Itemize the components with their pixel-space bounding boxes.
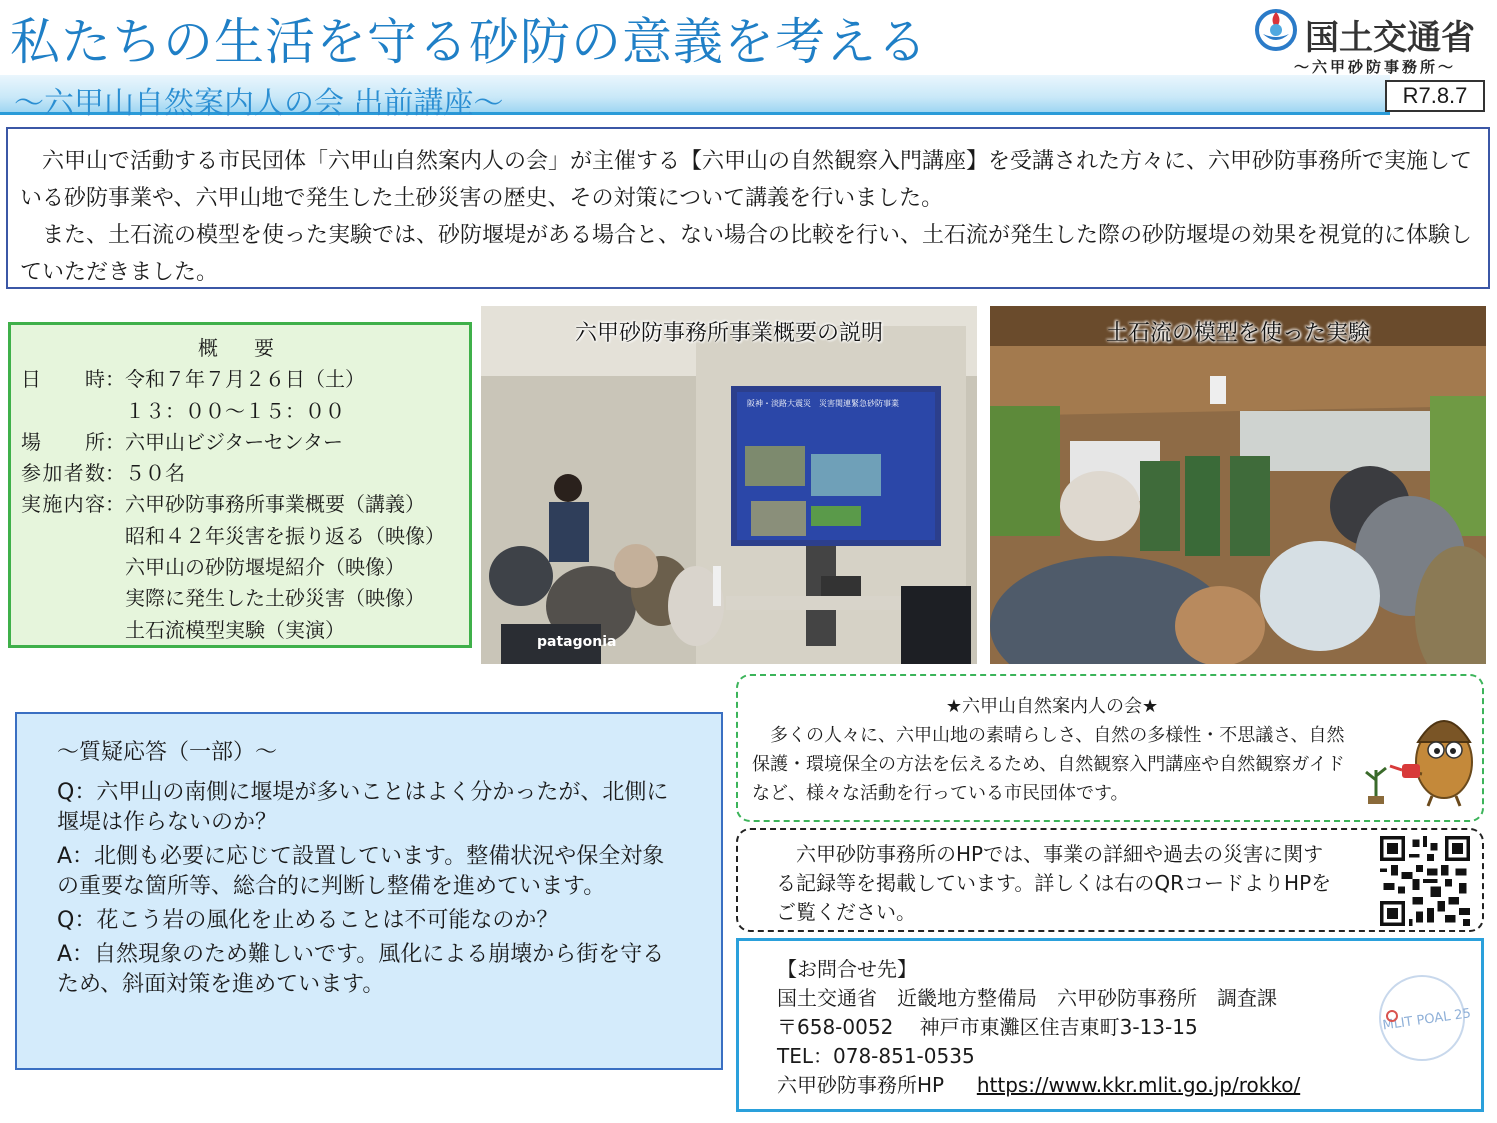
overview-value: 令和７年７月２６日（土） — [125, 367, 365, 392]
contact-tel: TEL：078-851-0535 — [777, 1044, 975, 1068]
contact-heading: 【お問合せ先】 — [777, 957, 917, 981]
overview-row-date: 日時 ： 令和７年７月２６日（土） — [21, 364, 459, 395]
overview-content-item: 昭和４２年災害を振り返る（映像） — [125, 523, 445, 548]
date-badge: R7.8.7 — [1385, 80, 1485, 112]
qa-item: Q：六甲山の南側に堰堤が多いことはよく分かったが、北側に堰堤は作らないのか？ — [57, 780, 669, 835]
shirt-text: patagonia — [537, 634, 617, 650]
experiment-photo-image — [990, 306, 1486, 664]
overview-content-item: 実際に発生した土砂災害（映像） — [125, 586, 425, 611]
mlit-25th-anniversary-badge-icon — [1362, 966, 1480, 1066]
lecture-photo-caption: 六甲砂防事務所事業概要の説明 — [574, 321, 883, 346]
experiment-photo — [990, 306, 1486, 664]
contact-hp-line — [777, 1071, 1445, 1100]
overview-content-item: 六甲山の砂防堰堤紹介（映像） — [125, 555, 405, 580]
overview-key: 実施内容 — [21, 492, 105, 517]
overview-time: １３：００～１５：００ — [125, 398, 345, 423]
overview-row-place: 場所 ： 六甲山ビジターセンター — [21, 427, 459, 458]
mlit-logo — [1255, 6, 1495, 76]
contact-org: 国土交通省 近畿地方整備局 六甲砂防事務所 調査課 — [777, 986, 1277, 1010]
qr-code-icon[interactable] — [1380, 836, 1470, 926]
contact-address: 〒658-0052 神戸市東灘区住吉東町3-13-15 — [777, 1015, 1198, 1039]
contact-hp-link[interactable]: https://www.kkr.mlit.go.jp/rokko/ — [976, 1073, 1301, 1097]
overview-row-contents: 実施内容 ： 六甲砂防事務所事業概要（講義） — [21, 489, 459, 520]
intro-paragraph-2: また、土石流の模型を使った実験では、砂防堰堤がある場合と、ない場合の比較を行い、土石流が発生した際の砂防堰堤の効果を視覚的に体験していただきました。 — [20, 223, 1473, 285]
page-title: 私たちの生活を守る砂防の意義を考える — [10, 13, 928, 71]
association-text: 多くの人々に、六甲山地の素晴らしさ、自然の多様性・不思議さ、自然保護・環境保全の方法を伝えるため、自然観察入門講座や自然観察ガイドなど、様々な活動を行っている市民団体です。 — [752, 725, 1345, 804]
mlit-emblem-icon — [1255, 6, 1297, 52]
lecture-photo-image — [481, 306, 977, 664]
overview-value: 六甲砂防事務所事業概要（講義） — [125, 492, 425, 517]
hp-note-box — [736, 828, 1484, 932]
intro-box — [6, 127, 1490, 289]
overview-value: 六甲山ビジターセンター — [125, 429, 343, 454]
contact-hp-label: 六甲砂防事務所HP — [777, 1073, 945, 1097]
overview-key: 日時 — [21, 367, 105, 392]
overview-box — [8, 322, 472, 648]
hp-note-text: 六甲砂防事務所のHPでは、事業の詳細や過去の災害に関する記録等を掲載しています。詳しくは右のQRコードよりHPをご覧ください。 — [776, 842, 1332, 924]
logo-name: 国土交通省 — [1305, 18, 1475, 58]
overview-key: 場所 — [21, 429, 105, 454]
overview-key: 参加者数 — [21, 461, 105, 486]
overview-row-participants: 参加者数 ： ５０名 — [21, 458, 459, 489]
lecture-photo — [481, 306, 977, 664]
qa-item: Q：花こう岩の風化を止めることは不可能なのか？ — [57, 908, 559, 933]
page-subtitle: ～六甲山自然案内人の会 出前講座～ — [14, 86, 504, 121]
intro-paragraph-1: 六甲山で活動する市民団体「六甲山自然案内人の会」が主催する【六甲山の自然観察入門講座】を受講された方々に、六甲砂防事務所で実施している砂防事業や、六甲山地で発生した土砂災害の歴史、その対策について講義を行いました。 — [20, 149, 1473, 211]
association-heading: ★六甲山自然案内人の会★ — [945, 696, 1159, 717]
logo-office: ～六甲砂防事務所～ — [1293, 58, 1456, 76]
qa-heading: ～質疑応答（一部）～ — [57, 740, 278, 765]
slide-title: 阪神・淡路大震災 災害関連緊急砂防事業 — [747, 399, 899, 408]
qa-box — [15, 712, 723, 1070]
qa-item: A：自然現象のため難しいです。風化による崩壊から街を守るため、斜面対策を進めています。 — [57, 942, 665, 997]
acorn-mascot-icon — [1362, 700, 1478, 810]
overview-content-item: 土石流模型実験（実演） — [125, 617, 345, 642]
overview-heading: 概 要 — [198, 336, 282, 360]
experiment-photo-caption: 土石流の模型を使った実験 — [1105, 321, 1370, 346]
badge-text: MLIT POAL 25 — [1381, 1006, 1472, 1034]
qa-item: A：北側も必要に応じて設置しています。整備状況や保全対象の重要な箇所等、総合的に判断し整備を進めています。 — [57, 844, 665, 899]
overview-value: ５０名 — [125, 461, 185, 486]
